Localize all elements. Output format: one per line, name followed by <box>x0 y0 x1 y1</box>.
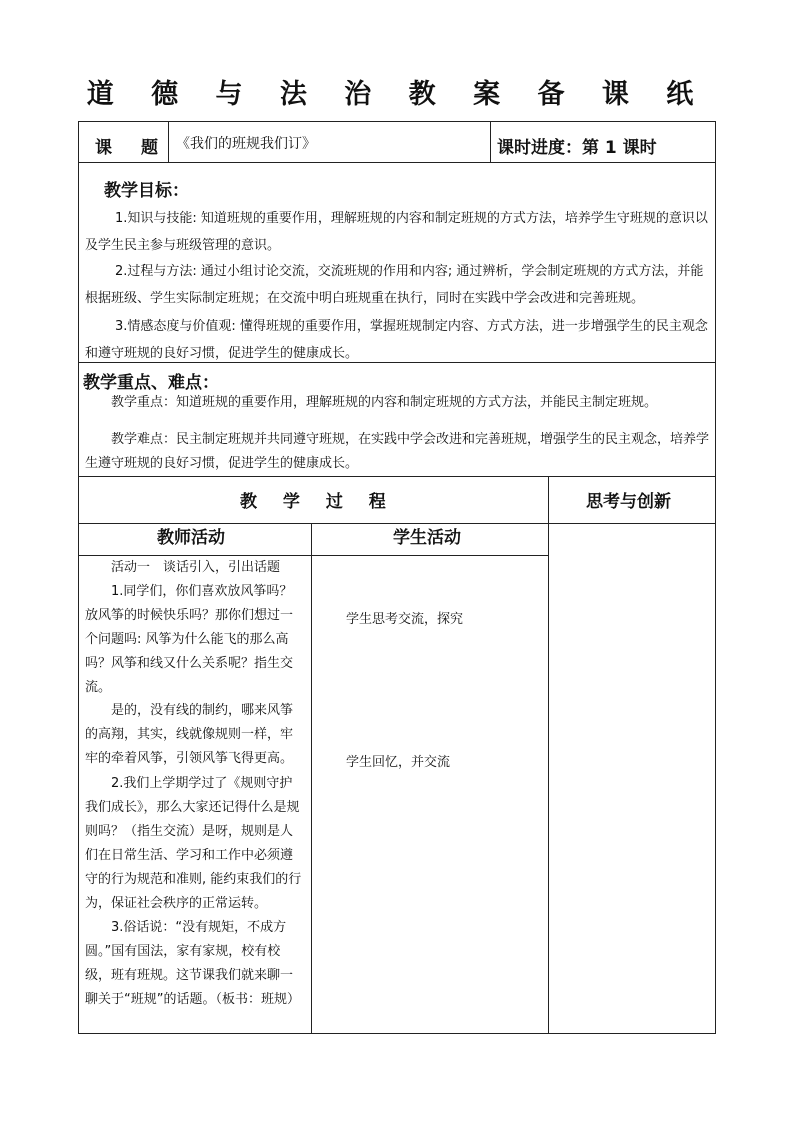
student-activity-item: 学生思考交流，探究 <box>346 612 464 627</box>
teacher-paragraph: 2.我们上学期学过了《规则守护我们成长》，那么大家还记得什么是规则吗？（指生交流）是呀，规则是人们在日常生活、学习和工作中必须遵守的行为规范和准则, 能约束我们的行为，保证社会秩序的正常运转。 <box>85 776 302 911</box>
page-title: 道 德 与 法 治 教 案 备 课 纸 <box>86 79 708 110</box>
goal-item: 2.过程与方法: 通过小组讨论交流，交流班规的作用和内容; 通过辨析，学会制定班规的方式方法，并能根据班级、学生实际制定班规；在交流中明白班规重在执行，同时在实践中学会改进和完善班规。 <box>85 264 704 306</box>
table-border-bottom <box>78 1033 716 1034</box>
process-heading: 教 学 过 程 <box>240 492 396 512</box>
teacher-paragraph: 3.俗话说：“没有规矩，不成方圆。”国有国法，家有家规，校有校级，班有班规。这节课我们就来聊一聊关于“班规”的话题。（板书：班规） <box>85 920 300 1007</box>
header-divider-1 <box>168 121 169 163</box>
reflection-divider <box>548 476 549 1034</box>
student-activity-heading: 学生活动 <box>393 528 461 548</box>
table-border-left <box>78 121 79 1034</box>
header-bottom <box>78 162 716 163</box>
table-border-top <box>78 121 716 122</box>
focus-text: 教学重点：知道班规的重要作用，理解班规的内容和制定班规的方式方法，并能民主制定班规。 <box>111 395 658 410</box>
goals-heading: 教学目标： <box>104 181 189 201</box>
student-activity-item: 学生回忆，并交流 <box>346 755 451 770</box>
teacher-student-divider <box>311 523 312 1034</box>
goal-item: 3.情感态度与价值观: 懂得班规的重要作用，掌握班规制定内容、方式方法，进一步增强学生的民主观念和遵守班规的良好习惯，促进学生的健康成长。 <box>85 319 708 361</box>
keypoints-heading: 教学重点、难点： <box>83 373 219 393</box>
keypoints-bottom <box>78 476 716 477</box>
goals-bottom <box>78 362 716 363</box>
goal-item: 1.知识与技能: 知道班规的重要作用，理解班规的内容和制定班规的方式方法，培养学生守班规的意识以及学生民主参与班级管理的意识。 <box>85 211 708 253</box>
teacher-activity-heading: 教师活动 <box>157 528 225 548</box>
table-border-right <box>715 121 716 1034</box>
teacher-paragraph: 是的，没有线的制约，哪来风筝的高翔，其实，线就像规则一样，牢牢的牵着风筝，引领风筝飞得更高。 <box>85 703 294 766</box>
reflection-heading: 思考与创新 <box>586 492 671 512</box>
difficulty-text: 教学难点：民主制定班规并共同遵守班规，在实践中学会改进和完善班规，增强学生的民主观念，培养学生遵守班规的良好习惯，促进学生的健康成长。 <box>85 432 710 471</box>
teacher-paragraph: 活动一 谈话引入，引出话题 <box>111 560 281 575</box>
topic-label: 课 题 <box>95 138 164 158</box>
lesson-progress: 课时进度：第 1 课时 <box>497 138 657 158</box>
header-divider-2 <box>490 121 491 163</box>
teacher-paragraph: 1.同学们，你们喜欢放风筝吗？放风筝的时候快乐吗？那你们想过一个问题吗: 风筝为什么能飞的那么高吗？风筝和线又什么关系呢？指生交流。 <box>85 584 294 695</box>
topic-value: 《我们的班规我们订》 <box>176 136 316 152</box>
